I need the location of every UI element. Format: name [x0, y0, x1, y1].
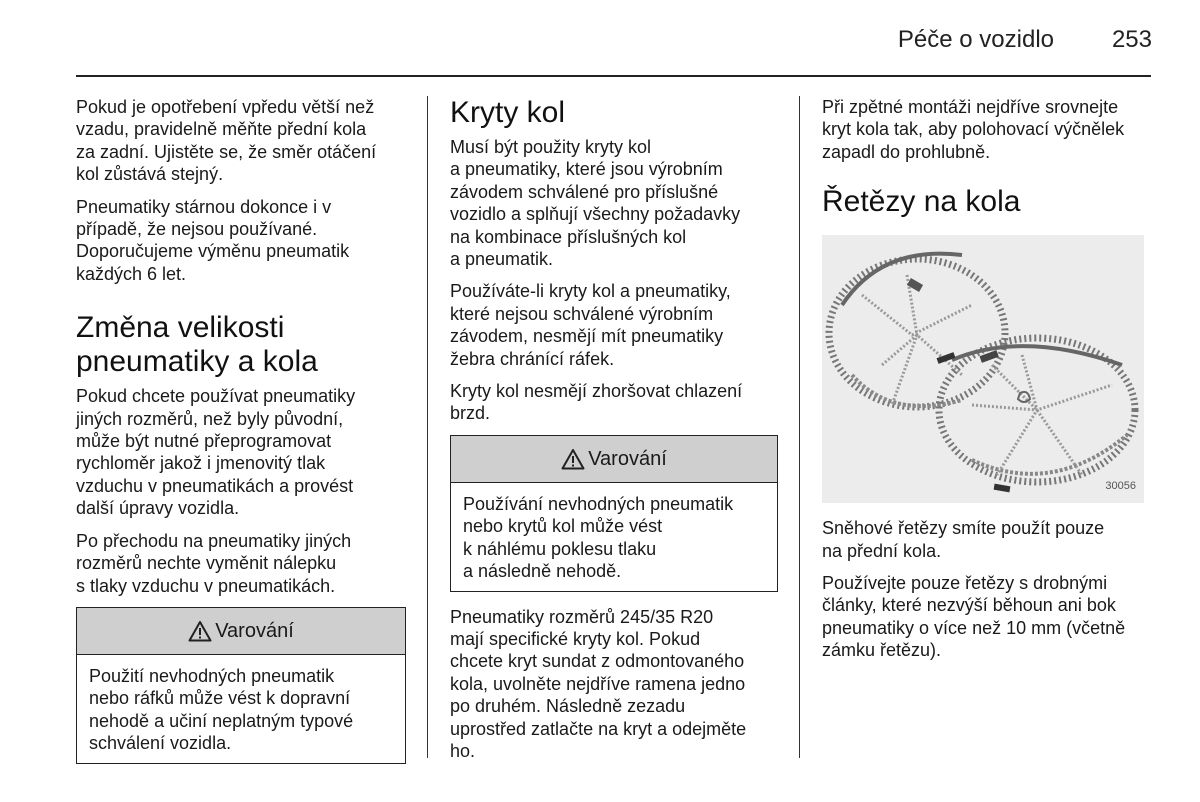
- page-header: [0, 0, 1200, 80]
- warning-box: [76, 607, 406, 764]
- paragraph: Kryty kol nesmějí zhoršovat chlazení brzd.: [450, 381, 743, 424]
- header-title: Péče o vozidlo: [897, 26, 1054, 53]
- section-heading-tire-size: Změna velikosti pneumatiky a kola: [76, 311, 318, 379]
- paragraph: Musí být použity kryty kol a pneumatiky, které jsou výrobním závodem schválené pro příslušné vozidlo a splňují všechny požadavky na kombinace příslušných kol a pneumatik.: [450, 137, 741, 270]
- figure-code: 30056: [1105, 479, 1136, 492]
- column-right: [822, 96, 1152, 672]
- snow-chains-drawing: [822, 235, 1144, 503]
- paragraph: Pokud je opotřebení vpředu větší než vzadu, pravidelně měňte přední kola za zadní. Ujistěte se, že směr otáčení kol zůstává stejný.: [76, 97, 377, 185]
- paragraph: Pneumatiky stárnou dokonce i v případě, že nejsou používané. Doporučujeme výměnu pneumatik každých 6 let.: [76, 196, 350, 284]
- warning-title: Varování: [588, 447, 667, 470]
- paragraph: Pokud chcete používat pneumatiky jiných rozměrů, než byly původní, může být nutné přeprogramovat rychloměr jakož i jmenovitý tlak vzduchu v pneumatikách a provést další úpravy vozidla.: [76, 386, 356, 519]
- column-divider: [427, 96, 428, 758]
- paragraph: Pneumatiky rozměrů 245/35 R20 mají specifické kryty kol. Pokud chcete kryt sundat z odmontovaného kola, uvolněte nejdříve ramena jedno po druhém. Následně zezadu uprostřed zatlačte na kryt a odejměte ho.: [450, 606, 747, 761]
- warning-text: Použití nevhodných pneumatik nebo ráfků může vést k dopravní nehodě a učiní neplatným typové schválení vozidla.: [89, 665, 354, 754]
- header-rule: [76, 75, 1151, 77]
- warning-title: Varování: [215, 619, 294, 642]
- warning-triangle-icon: [188, 620, 212, 642]
- snow-chains-illustration: [822, 235, 1144, 503]
- paragraph: Sněhové řetězy smíte použít pouze na přední kola.: [822, 518, 1105, 561]
- warning-triangle-icon: [561, 448, 585, 470]
- warning-text: Používání nevhodných pneumatik nebo krytů kol může vést k náhlému poklesu tlaku a následně nehodě.: [463, 493, 734, 582]
- section-heading-snow-chains: Řetězy na kola: [822, 185, 1021, 219]
- paragraph: Po přechodu na pneumatiky jiných rozměrů nechte vyměnit nálepku s tlaky vzduchu v pneumatikách.: [76, 530, 352, 596]
- warning-header: [451, 436, 777, 483]
- warning-box: [450, 435, 778, 592]
- warning-header: [77, 608, 405, 655]
- section-heading-wheel-covers: Kryty kol: [450, 96, 566, 129]
- column-left: [76, 96, 406, 778]
- paragraph: Používejte pouze řetězy s drobnými články, které nezvýší běhoun ani bok pneumatiky o více než 10 mm (včetně zámku řetězu).: [822, 573, 1126, 661]
- column-divider: [799, 96, 800, 758]
- paragraph: Používáte-li kryty kol a pneumatiky, které nejsou schválené výrobním závodem, nesmějí mít pneumatiky žebra chránící ráfek.: [450, 281, 731, 369]
- paragraph: Při zpětné montáži nejdříve srovnejte kryt kola tak, aby polohovací výčnělek zapadl do prohlubně.: [822, 97, 1125, 162]
- page-number: 253: [1111, 26, 1152, 53]
- column-middle: [450, 96, 778, 772]
